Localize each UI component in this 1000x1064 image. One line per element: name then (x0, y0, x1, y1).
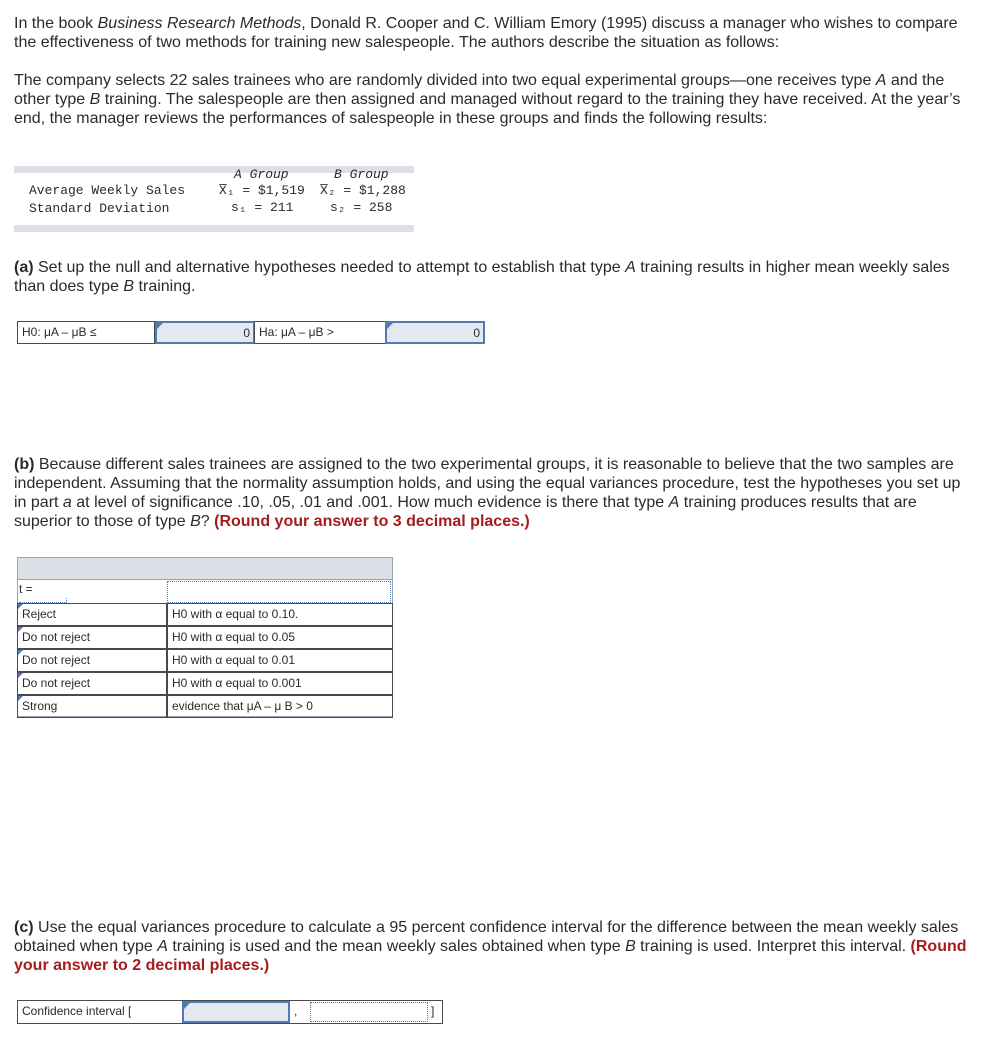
ha-value: 0 (473, 326, 480, 340)
h0-label: H0: μA – μB ≤ (17, 321, 155, 344)
ci-close-bracket: ] (431, 1004, 435, 1018)
t-label: t = (19, 582, 33, 596)
ha-value-input[interactable] (385, 321, 485, 344)
b-mean-value: X̅₂ = $1,288 (320, 183, 406, 198)
decision-text-0.01: H0 with α equal to 0.01 (167, 649, 393, 672)
intro-paragraph: In the book Business Research Methods, Donald R. Cooper and C. William Emory (1995) discuss a manager who wishes to compare the effectiveness of two methods for training new salespeople. The authors describe the situation as follows: (14, 15, 958, 51)
decision-select-0.05[interactable]: Do not reject (17, 626, 167, 649)
part-b-question: (b) Because different sales trainees are assigned to the two experimental groups, it is reasonable to believe that the two samples are independent. Assuming that the normality assumption holds, and using the equal variances procedure, test the hypotheses you set up in part a at level of significance .10, .05, .01 and .001. How much evidence is there that type A training produces results that are superior to those of type B? (Round your answer to 3 decimal places.) (14, 456, 961, 530)
book-title: Business Research Methods (97, 15, 302, 32)
part-a-question: (a) Set up the null and alternative hypotheses needed to attempt to establish that type A training results in higher mean weekly sales than does type B training. (14, 259, 950, 295)
ci-upper-input[interactable] (310, 1002, 428, 1022)
part-c-question: (c) Use the equal variances procedure to calculate a 95 percent confidence interval for the difference between the mean weekly sales obtained when type A training is used and the mean weekly sales obtained when type B training is used. Interpret this interval. (Round your answer to 2 decimal places.) (14, 919, 967, 974)
evidence-strength-select[interactable]: Strong (17, 695, 167, 718)
ci-label: Confidence interval [ (22, 1004, 132, 1018)
a-mean-value: X̅₁ = $1,519 (219, 183, 305, 198)
decision-select-0.001[interactable]: Do not reject (17, 672, 167, 695)
header-a-group: A Group (234, 167, 289, 182)
ha-label: Ha: μA – μB > (254, 321, 386, 344)
scenario-paragraph: The company selects 22 sales trainees who are randomly divided into two equal experimental groups—one receives type A and the other type B training. The salespeople are then assigned and managed without regard to the training they have received. At the year’s end, the manager reviews the performances of salespeople in these groups and finds the following results: (14, 72, 961, 127)
t-stat-result-dotted (167, 581, 391, 603)
h0-value: 0 (243, 326, 250, 340)
decision-select-0.10[interactable]: Reject (17, 603, 167, 626)
a-sd-value: s₁ = 211 (231, 200, 294, 215)
header-b-group: B Group (334, 167, 389, 182)
h0-value-input[interactable] (155, 321, 255, 344)
ci-comma: , (294, 1004, 298, 1018)
evidence-text: evidence that μA – μ B > 0 (167, 695, 393, 718)
decision-select-0.01[interactable]: Do not reject (17, 649, 167, 672)
decision-text-0.05: H0 with α equal to 0.05 (167, 626, 393, 649)
results-table (14, 166, 414, 232)
ci-lower-input[interactable] (182, 1001, 290, 1023)
decision-text-0.10: H0 with α equal to 0.10. (167, 603, 393, 626)
grid-header-band (17, 557, 393, 580)
table-bottom-band (14, 225, 414, 232)
row-label-standard-deviation: Standard Deviation (29, 201, 170, 216)
row-label-average-weekly-sales: Average Weekly Sales (29, 183, 186, 198)
decision-text-0.001: H0 with α equal to 0.001 (167, 672, 393, 695)
b-sd-value: s₂ = 258 (330, 200, 393, 215)
